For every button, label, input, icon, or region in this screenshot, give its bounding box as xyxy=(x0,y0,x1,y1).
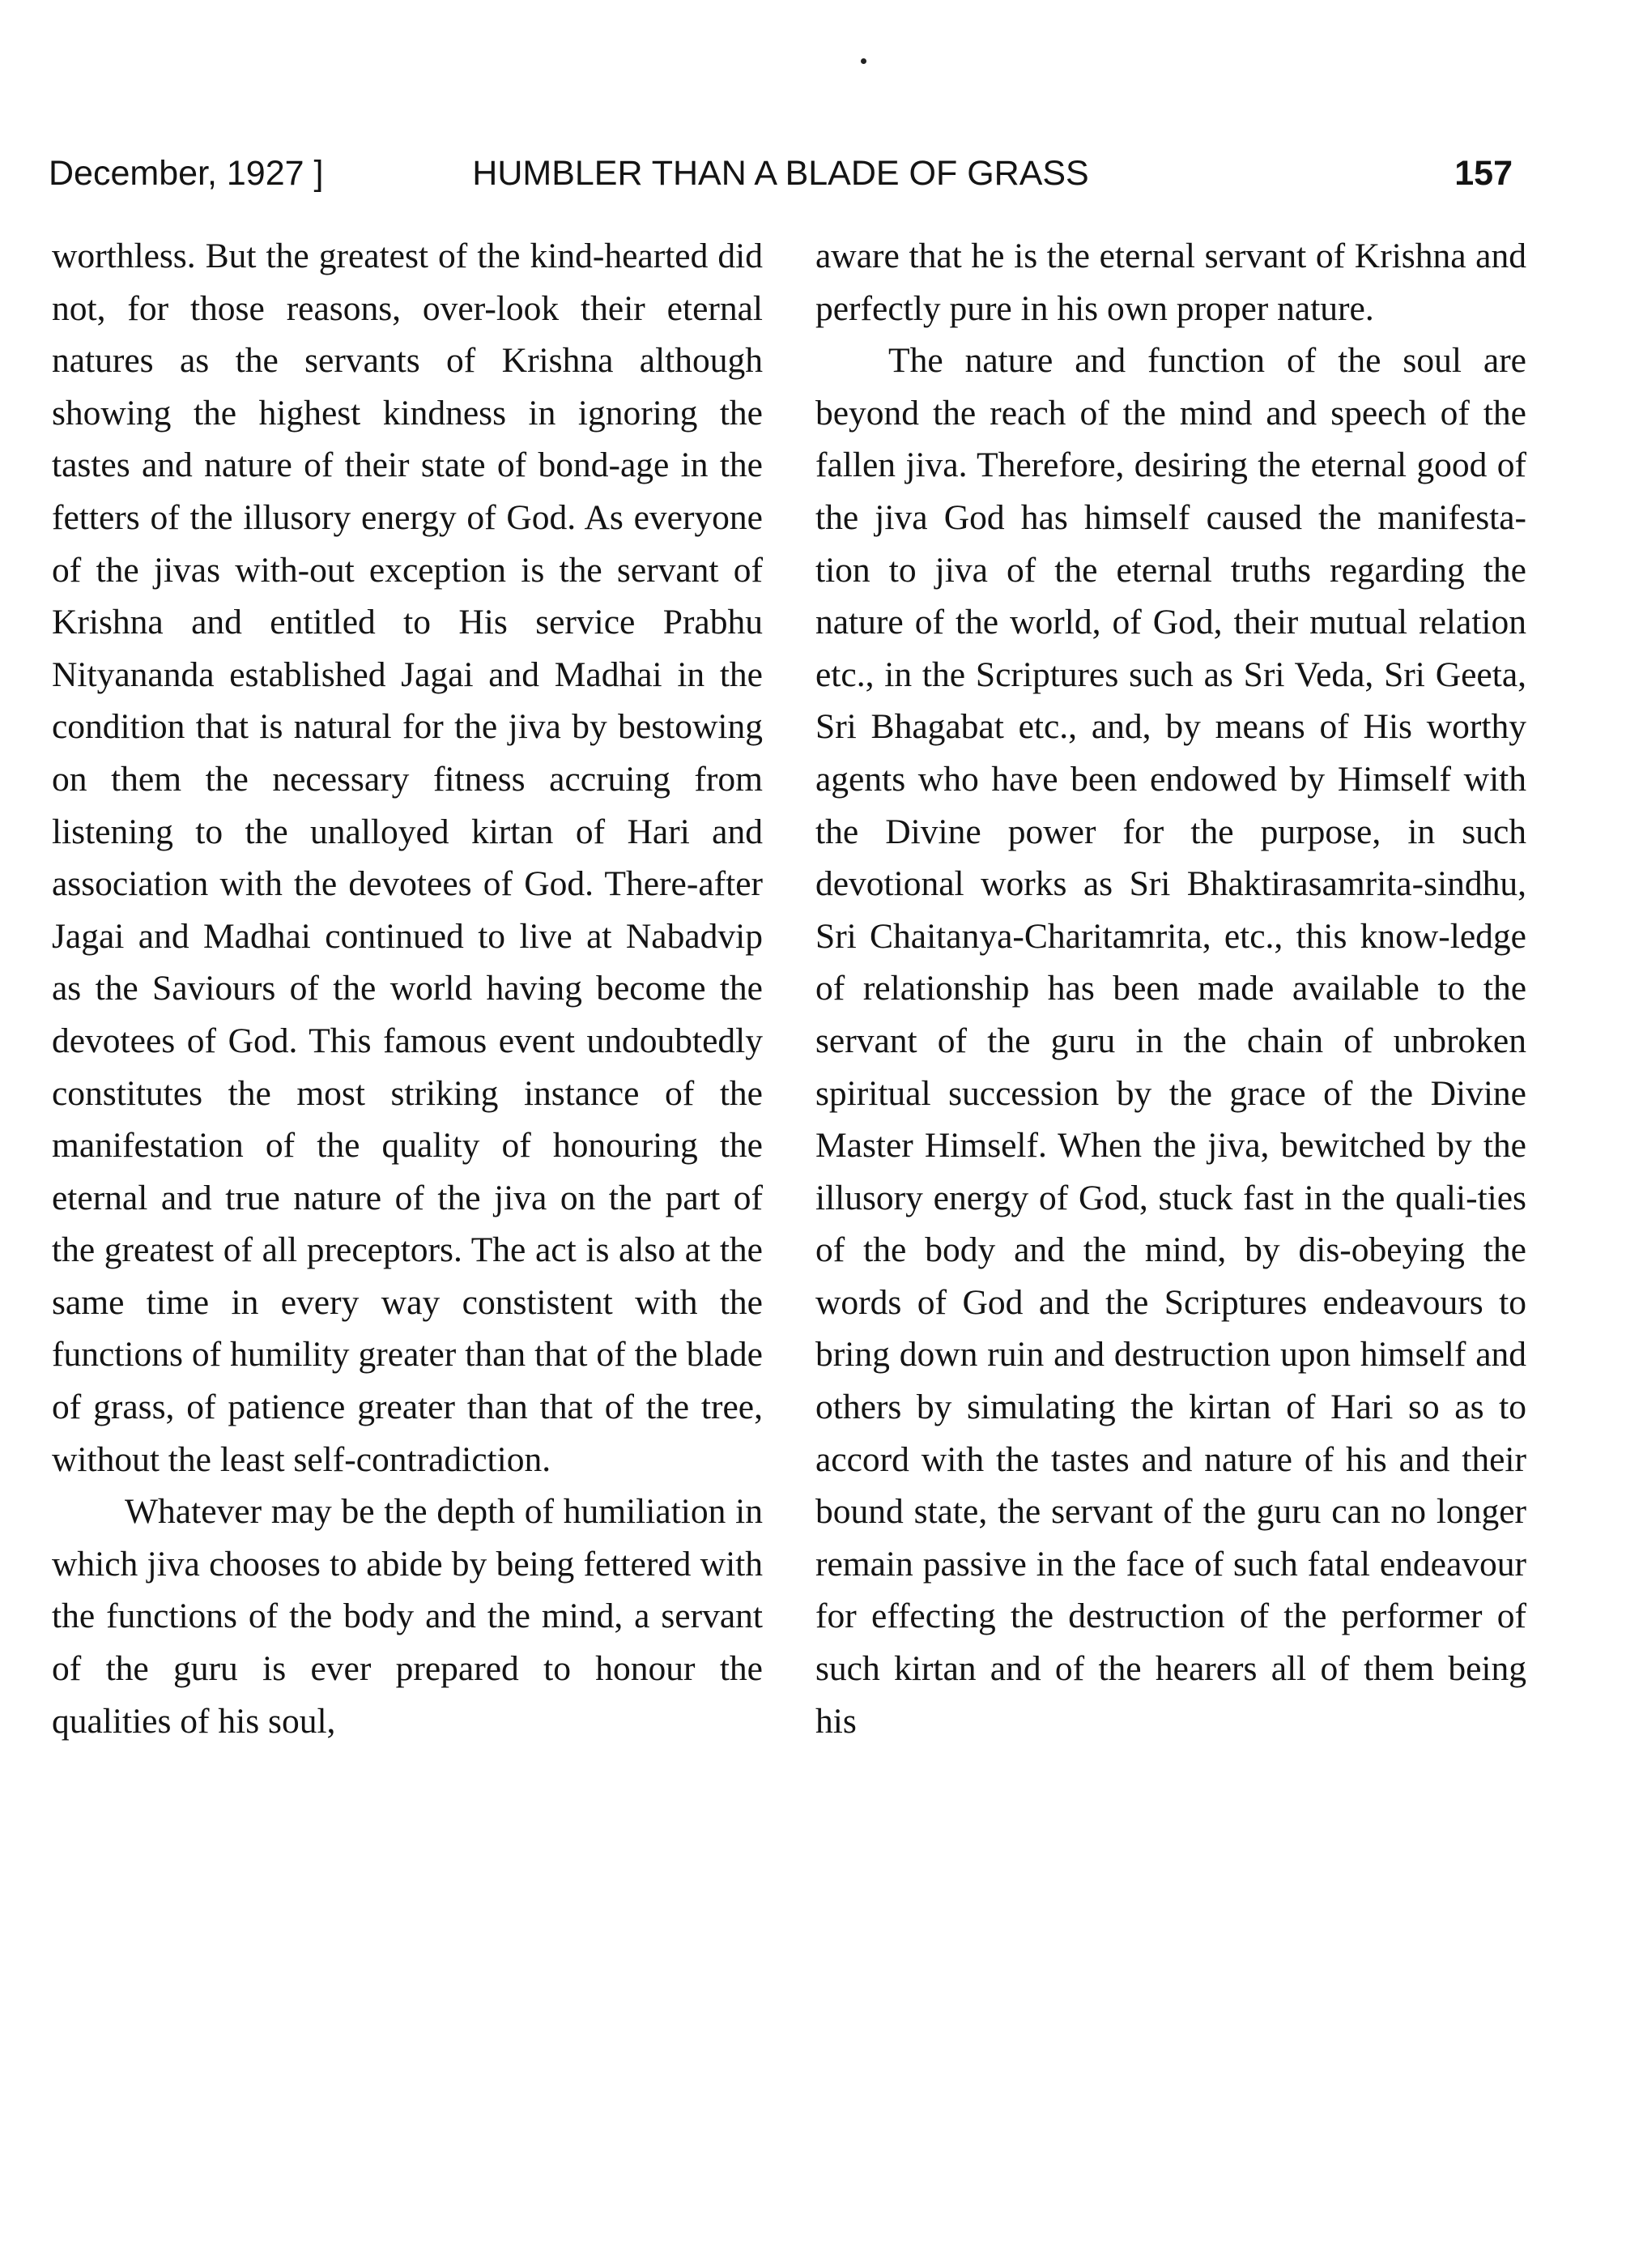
left-paragraph-1: worthless. But the greatest of the kind-hearted did not, for those reasons, over-look their eternal natures as the servants of Krishna although showing the highest kindness in ignoring the tastes and nature of their state of bond-age in the fetters of the illusory energy of God. As everyone of the jivas with-out exception is the servant of Krishna and entitled to His service Prabhu Nityananda established Jagai and Madhai in the condition that is natural for the jiva by bestowing on them the necessary fitness accruing from listening to the unalloyed kirtan of Hari and association with the devotees of God. There-after Jagai and Madhai continued to live at Nabadvip as the Saviours of the world having become the devotees of God. This famous event undoubtedly constitutes the most striking instance of the manifestation of the quality of honouring the eternal and true nature of the jiva on the part of the greatest of all preceptors. The act is also at the same time in every way constistent with the functions of humility greater than that of the blade of grass, of patience greater than that of the tree, without the least self-contradiction. xyxy=(52,237,763,1479)
running-header xyxy=(49,147,1513,199)
header-title: HUMBLER THAN A BLADE OF GRASS xyxy=(472,154,1089,193)
left-column xyxy=(52,230,763,1747)
right-column xyxy=(815,230,1526,1747)
header-date: December, 1927 ] xyxy=(49,154,324,193)
page-number: 157 xyxy=(1454,154,1513,193)
print-speck xyxy=(861,58,866,64)
right-paragraph-1: aware that he is the eternal servant of Krishna and perfectly pure in his own proper nature. xyxy=(815,237,1526,328)
left-paragraph-2: Whatever may be the depth of humiliation in which jiva chooses to abide by being fettered with the functions of the body and the mind, a servant of the guru is ever prepared to honour the qualities of his soul, xyxy=(52,1492,763,1741)
right-paragraph-2: The nature and function of the soul are beyond the reach of the mind and speech of the fallen jiva. Therefore, desiring the eternal good of the jiva God has himself caused the manifesta-tion to jiva of the eternal truths regarding the nature of the world, of God, their mutual relation etc., in the Scriptures such as Sri Veda, Sri Geeta, Sri Bhagabat etc., and, by means of His worthy agents who have been endowed by Himself with the Divine power for the purpose, in such devotional works as Sri Bhaktirasamrita-sindhu, Sri Chaitanya-Charitamrita, etc., this know-ledge of relationship has been made available to the servant of the guru in the chain of unbroken spiritual succession by the grace of the Divine Master Himself. When the jiva, bewitched by the illusory energy of God, stuck fast in the quali-ties of the body and the mind, by dis-obeying the words of God and the Scriptures endeavours to bring down ruin and destruction upon himself and others by simulating the kirtan of Hari so as to accord with the tastes and nature of his and their bound state, the servant of the guru can no longer remain passive in the face of such fatal endeavour for effecting the destruction of the performer of such kirtan and of the hearers all of them being his xyxy=(815,341,1526,1741)
